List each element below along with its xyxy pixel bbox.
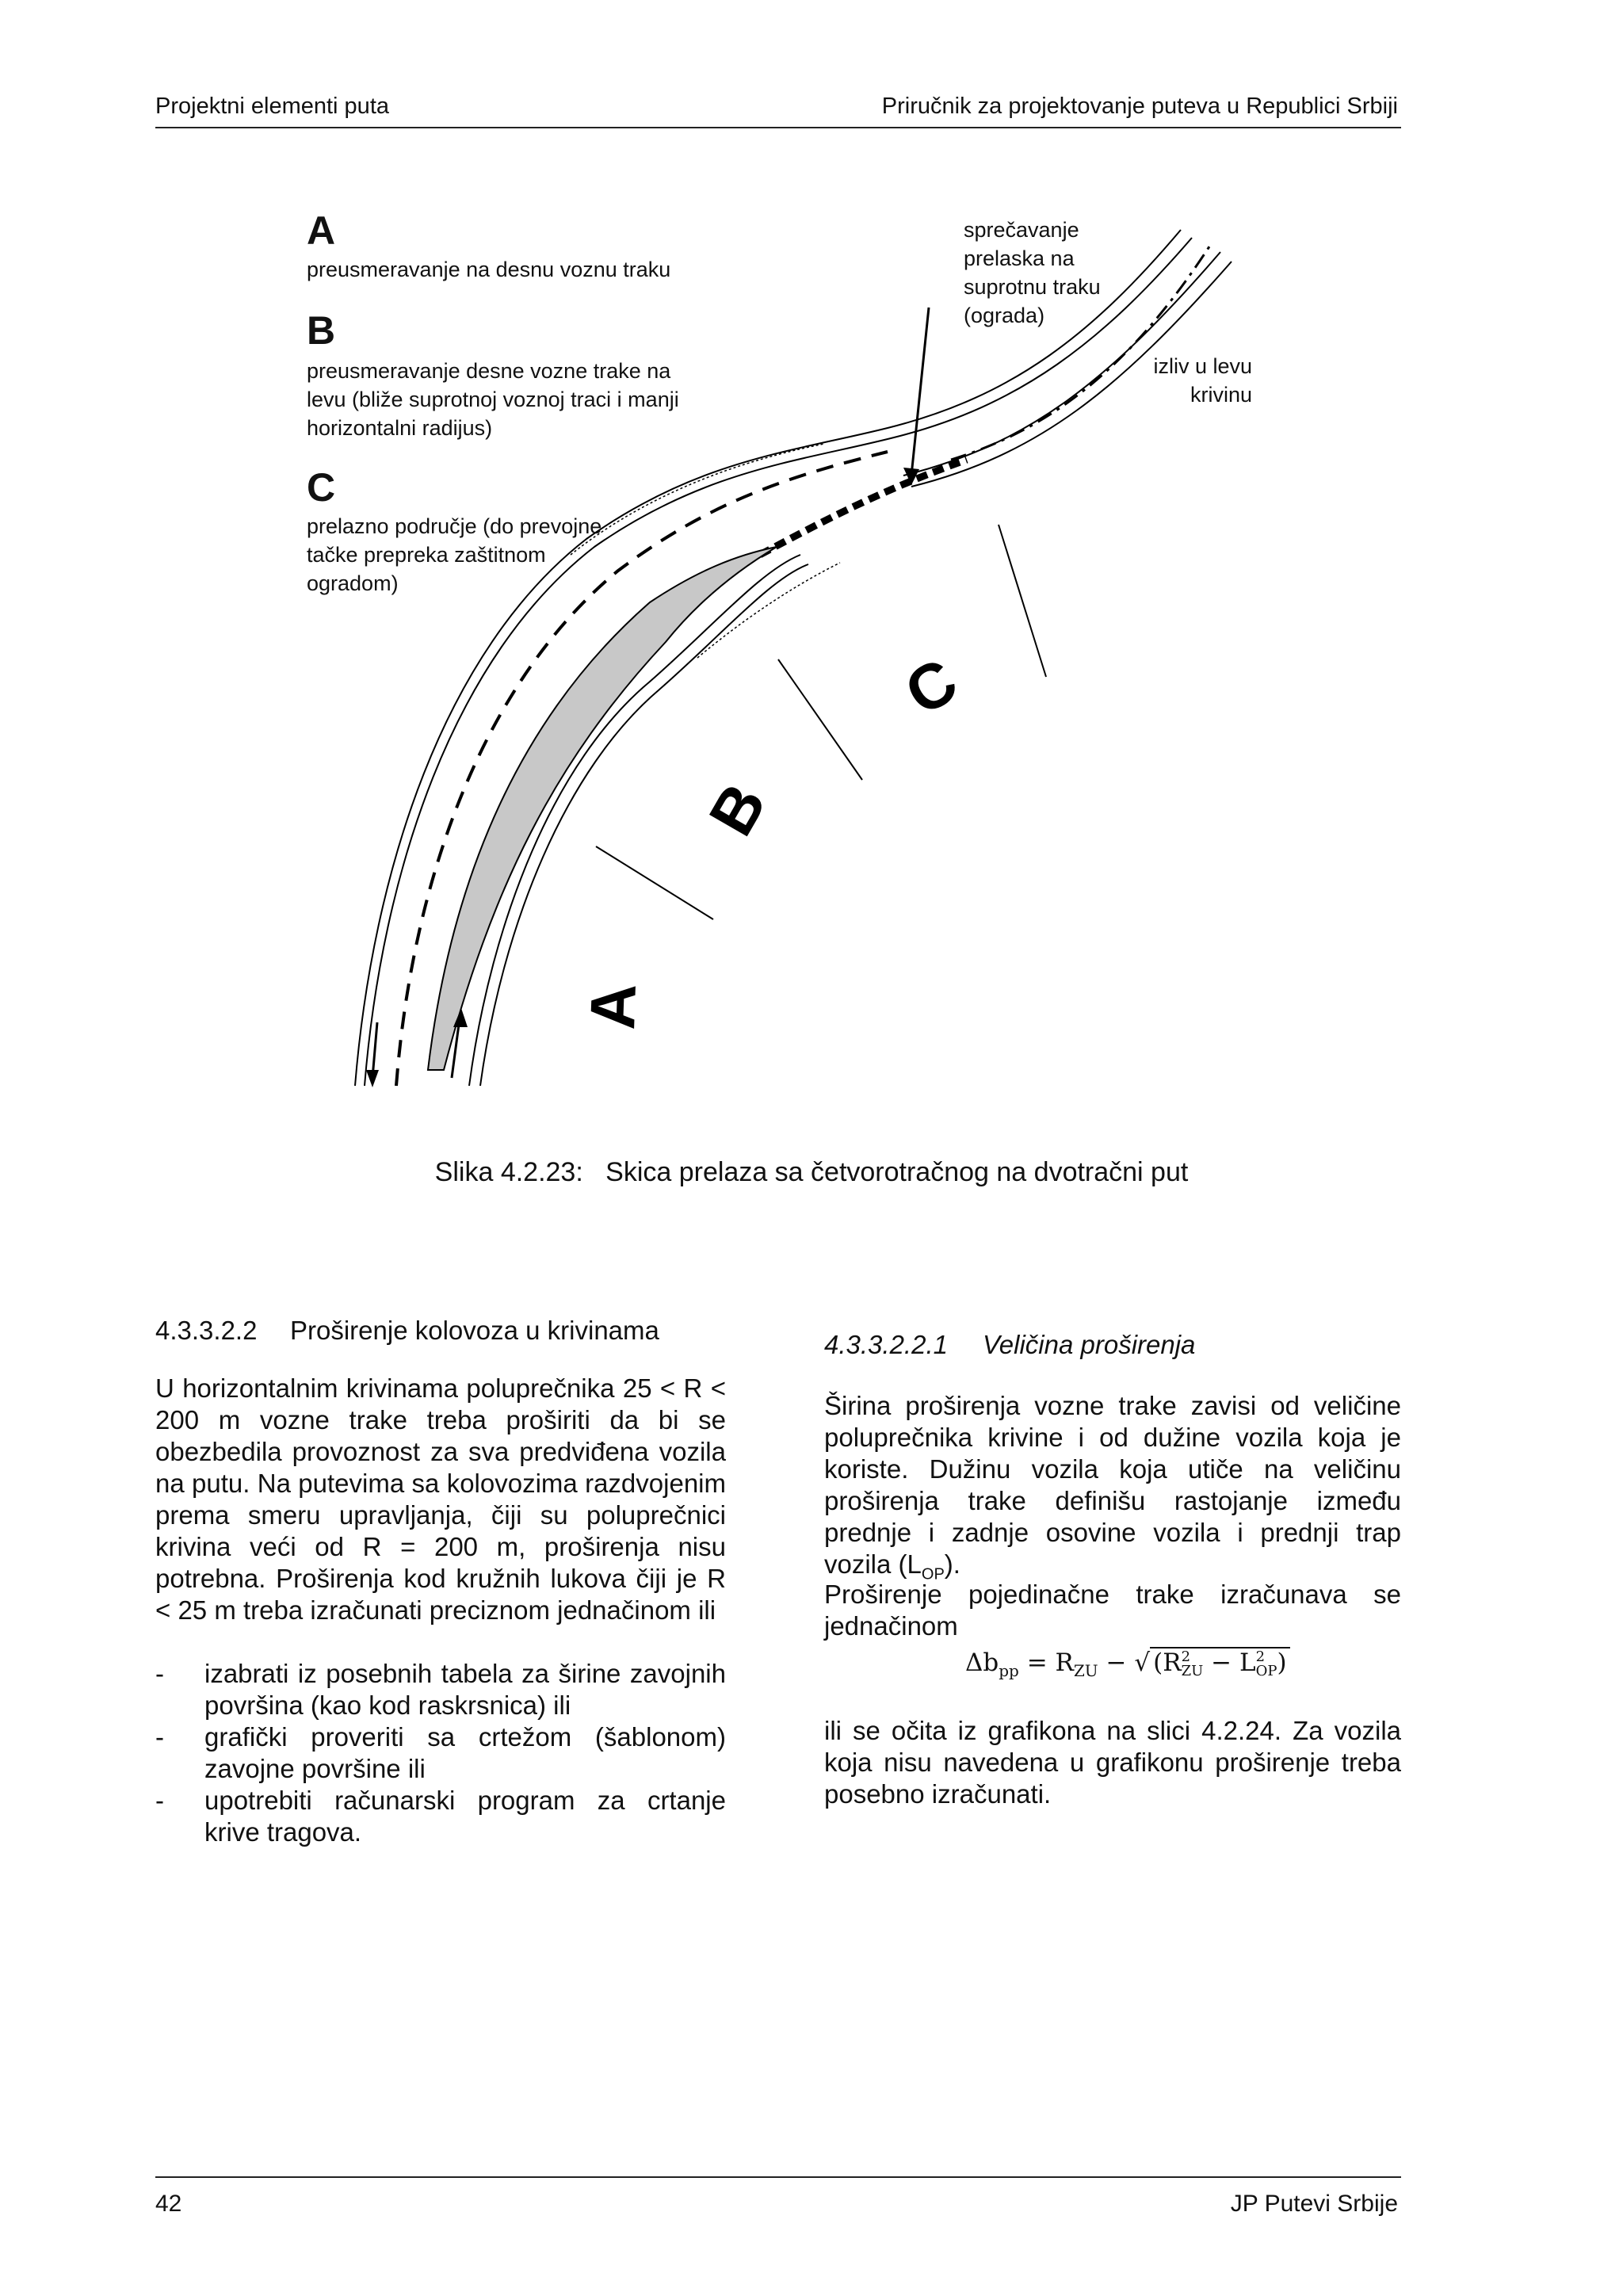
sqrt-sign-icon: √ (1134, 1648, 1151, 1677)
subsection-heading-number: 4.3.3.2.2.1 (824, 1330, 948, 1359)
footer-rule (155, 2176, 1401, 2178)
figure-caption-label: Slika 4.2.23: (434, 1157, 583, 1187)
figure-caption (0, 1157, 1623, 1188)
right-paragraph-1 (824, 1390, 1401, 1591)
page-number: 42 (155, 2191, 182, 2217)
zone-divider-1 (596, 846, 713, 919)
formula-eq: = (1026, 1648, 1048, 1677)
exit-note (1141, 352, 1252, 409)
legend-text-c (307, 512, 601, 598)
legend-text-c-line: tačke prepreka zaštitnom (307, 543, 546, 567)
legend-text-b-line: horizontalni radijus) (307, 416, 493, 440)
formula-inner-l: L (1239, 1648, 1256, 1677)
legend-text-c-line: ogradom) (307, 571, 399, 595)
barrier-note-line: suprotnu traku (964, 275, 1101, 299)
header-right-title: Priručnik za projektovanje puteva u Republici Srbiji (881, 94, 1398, 119)
formula-inner-l-sub: OP (1255, 1662, 1277, 1679)
formula-inner-r: R (1163, 1648, 1182, 1677)
right-paragraph-2: Proširenje pojedinačne trake izračunava se jednačinom (824, 1580, 1401, 1641)
exit-note-line: krivinu (1190, 383, 1252, 407)
zone-divider-3 (999, 525, 1046, 677)
barrier-pointer (911, 308, 929, 476)
right-paragraph-3: ili se očita iz grafikona na slici 4.2.24. Za vozila koja nisu navedena u grafikonu proširenje treba posebno izračunati. (824, 1716, 1401, 1809)
formula-r: R (1055, 1648, 1074, 1677)
right-paragraph-1-sub: OP (921, 1565, 945, 1584)
header-left-title: Projektni elementi puta (155, 94, 389, 119)
legend-letter-b: B (307, 308, 336, 353)
bullet-marker: - (155, 1659, 164, 1688)
legend-letter-a: A (307, 208, 336, 253)
formula-radicand: (R 2 ZU − L 2 OP ) (1150, 1647, 1289, 1677)
legend-text-b (307, 357, 679, 442)
formula-inner-l-sup: 2 (1255, 1648, 1266, 1665)
figure-caption-text: Skica prelaza sa četvorotračnog na dvotračni put (605, 1157, 1189, 1187)
exit-note-line: izliv u levu (1153, 354, 1252, 378)
barrier-note-line: prelaska na (964, 246, 1075, 270)
formula-r-sub: ZU (1073, 1661, 1098, 1681)
legend-text-b-line: levu (bliže suprotnoj voznoj traci i manji (307, 388, 679, 411)
footer-publisher: JP Putevi Srbije (1230, 2191, 1398, 2217)
bullet-marker: - (155, 1786, 164, 1815)
legend-text-a: preusmeravanje na desnu voznu traku (307, 258, 671, 281)
left-paragraph: U horizontalnim krivinama poluprečnika 25 < R < 200 m vozne trake treba proširiti da bi se obezbedila provoznost za sva predviđena vozila na putu. Na putevima sa kolovozima razdvojenim prema smeru upravljanja, čiji su poluprečnici krivina veći od R = 200 m, proširenja nisu potrebna. Proširenja kod kružnih lukova čiji je R < 25 m treba izračunati preciznom jednačinom ili (155, 1373, 726, 1625)
formula-lhs: Δb (965, 1648, 999, 1677)
zone-label-a: A (577, 982, 650, 1031)
right-paragraph-1-end: ). (944, 1549, 960, 1579)
bullet-marker: - (155, 1722, 164, 1752)
formula-minus: − (1106, 1648, 1127, 1677)
bullet-text: upotrebiti računarski program za crtanje krive tragova. (204, 1786, 726, 1847)
bullet-text: izabrati iz posebnih tabela za širine zavojnih površina (kao kod raskrsnica) ili (204, 1659, 726, 1720)
formula-inner-l-script (1256, 1650, 1277, 1679)
arrow-down-left (372, 1022, 377, 1078)
legend-text-b-line: preusmeravanje desne vozne trake na (307, 359, 671, 383)
formula-inner-r-sup: 2 (1181, 1648, 1191, 1665)
barrier-note (964, 216, 1101, 330)
arrow-head-down (366, 1070, 379, 1087)
widening-formula (965, 1648, 1290, 1680)
formula-inner-r-sub: ZU (1181, 1662, 1204, 1679)
barrier-note-line: (ograda) (964, 304, 1045, 327)
bullet-text: grafički proveriti sa crtežom (šablonom) zavojne površine ili (204, 1722, 726, 1783)
legend-letter-c: C (307, 465, 336, 510)
formula-inner-r-script (1182, 1650, 1204, 1679)
road-transition-sketch (0, 0, 1623, 1125)
section-heading-text: Proširenje kolovoza u krivinama (290, 1316, 659, 1345)
formula-lhs-sub: pp (999, 1661, 1019, 1681)
subsection-heading (824, 1330, 1195, 1360)
bullet-item (155, 1721, 726, 1785)
section-heading-number: 4.3.3.2.2 (155, 1316, 258, 1345)
barrier-note-line: sprečavanje (964, 218, 1079, 242)
subsection-heading-text: Veličina proširenja (983, 1330, 1196, 1359)
bullet-item (155, 1785, 726, 1848)
formula-inner-minus: − (1211, 1648, 1232, 1677)
zone-divider-2 (778, 659, 862, 780)
right-paragraph-1-main: Širina proširenja vozne trake zavisi od veličine poluprečnika krivine i od dužine vozila koja je koriste. Dužinu vozila koja utiče na veličinu proširenja trake definišu rastojanje između prednje i zadnje osovine vozila i prednji trap vozila (L (824, 1391, 1401, 1579)
zone-label-c: C (892, 644, 970, 729)
section-heading (155, 1316, 659, 1346)
zone-label-b: B (695, 771, 780, 847)
legend-text-c-line: prelazno područje (do prevojne (307, 514, 602, 538)
bullet-item (155, 1658, 726, 1721)
